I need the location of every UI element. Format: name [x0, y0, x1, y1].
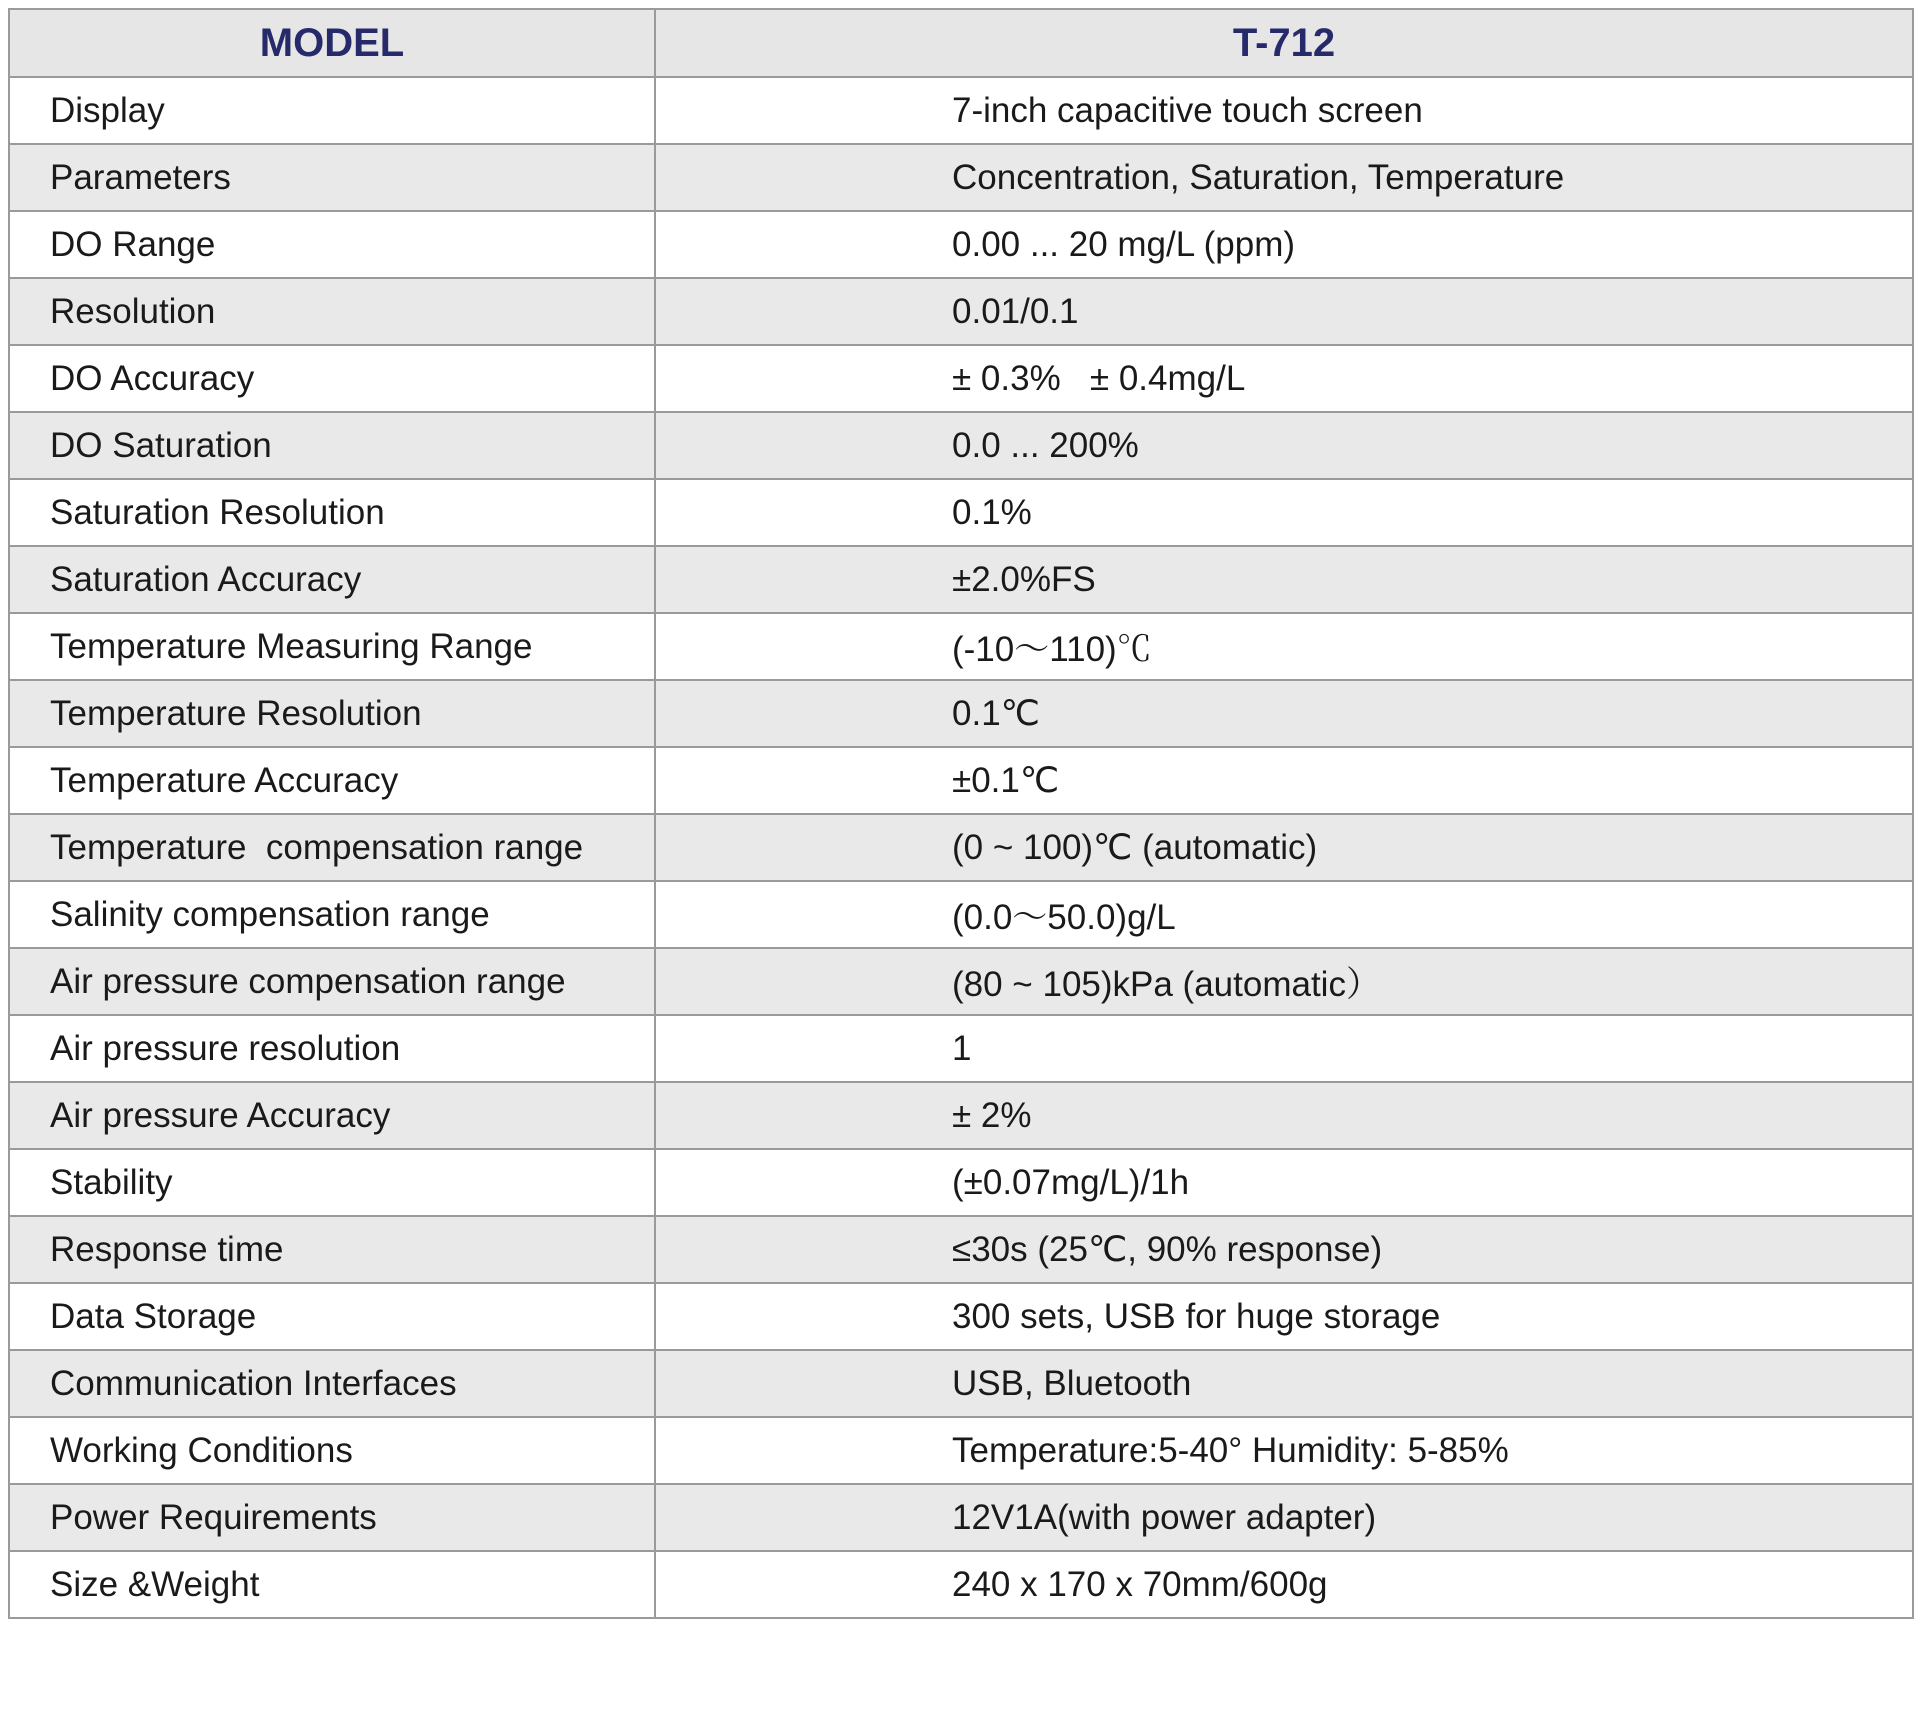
spec-label: DO Accuracy [9, 345, 655, 412]
table-row [9, 1551, 1913, 1618]
spec-value: (0.0～50.0)g/L [655, 881, 1913, 948]
table-row [9, 948, 1913, 1015]
spec-label: Resolution [9, 278, 655, 345]
spec-label: Stability [9, 1149, 655, 1216]
spec-label: Temperature Measuring Range [9, 613, 655, 680]
spec-label: Communication Interfaces [9, 1350, 655, 1417]
spec-value: Concentration, Saturation, Temperature [655, 144, 1913, 211]
header-model-label: MODEL [9, 9, 655, 77]
spec-value: (80 ~ 105)kPa (automatic） [655, 948, 1913, 1015]
header-model-value: T-712 [655, 9, 1913, 77]
table-row [9, 278, 1913, 345]
table-row [9, 1216, 1913, 1283]
spec-value: 240 x 170 x 70mm/600g [655, 1551, 1913, 1618]
header-row [9, 9, 1913, 77]
table-row [9, 546, 1913, 613]
table-row [9, 1082, 1913, 1149]
spec-value: 0.01/0.1 [655, 278, 1913, 345]
spec-value: 0.00 ... 20 mg/L (ppm) [655, 211, 1913, 278]
spec-value: 300 sets, USB for huge storage [655, 1283, 1913, 1350]
table-row [9, 479, 1913, 546]
spec-value: (-10～110)℃ [655, 613, 1913, 680]
table-row [9, 613, 1913, 680]
spec-label: Saturation Accuracy [9, 546, 655, 613]
spec-label: Display [9, 77, 655, 144]
spec-value: 7-inch capacitive touch screen [655, 77, 1913, 144]
spec-label: Air pressure Accuracy [9, 1082, 655, 1149]
table-row [9, 211, 1913, 278]
table-row [9, 412, 1913, 479]
spec-label: Parameters [9, 144, 655, 211]
spec-label: Power Requirements [9, 1484, 655, 1551]
spec-label: Response time [9, 1216, 655, 1283]
table-row [9, 680, 1913, 747]
spec-value: ± 2% [655, 1082, 1913, 1149]
table-row [9, 77, 1913, 144]
table-row [9, 1149, 1913, 1216]
table-row [9, 1417, 1913, 1484]
spec-label: Temperature Accuracy [9, 747, 655, 814]
spec-value: ±0.1℃ [655, 747, 1913, 814]
spec-label: Temperature compensation range [9, 814, 655, 881]
table-row [9, 1350, 1913, 1417]
spec-label: Size &Weight [9, 1551, 655, 1618]
table-row [9, 345, 1913, 412]
spec-table-body [9, 77, 1913, 1618]
spec-label: Air pressure compensation range [9, 948, 655, 1015]
spec-value: 0.1% [655, 479, 1913, 546]
spec-label: Saturation Resolution [9, 479, 655, 546]
spec-value: ±2.0%FS [655, 546, 1913, 613]
table-row [9, 1015, 1913, 1082]
table-row [9, 814, 1913, 881]
table-row [9, 1283, 1913, 1350]
spec-label: Data Storage [9, 1283, 655, 1350]
table-row [9, 144, 1913, 211]
spec-value: 0.0 ... 200% [655, 412, 1913, 479]
spec-value: 12V1A(with power adapter) [655, 1484, 1913, 1551]
spec-value: (0 ~ 100)℃ (automatic) [655, 814, 1913, 881]
spec-label: Temperature Resolution [9, 680, 655, 747]
spec-label: DO Range [9, 211, 655, 278]
spec-value: (±0.07mg/L)/1h [655, 1149, 1913, 1216]
spec-value: 0.1℃ [655, 680, 1913, 747]
spec-value: 1 [655, 1015, 1913, 1082]
spec-label: Air pressure resolution [9, 1015, 655, 1082]
spec-table [8, 8, 1914, 1619]
spec-value: Temperature:5-40° Humidity: 5-85% [655, 1417, 1913, 1484]
spec-value: ≤30s (25℃, 90% response) [655, 1216, 1913, 1283]
table-row [9, 747, 1913, 814]
spec-label: DO Saturation [9, 412, 655, 479]
table-row [9, 1484, 1913, 1551]
table-row [9, 881, 1913, 948]
spec-label: Salinity compensation range [9, 881, 655, 948]
spec-value: ± 0.3% ± 0.4mg/L [655, 345, 1913, 412]
spec-value: USB, Bluetooth [655, 1350, 1913, 1417]
spec-label: Working Conditions [9, 1417, 655, 1484]
